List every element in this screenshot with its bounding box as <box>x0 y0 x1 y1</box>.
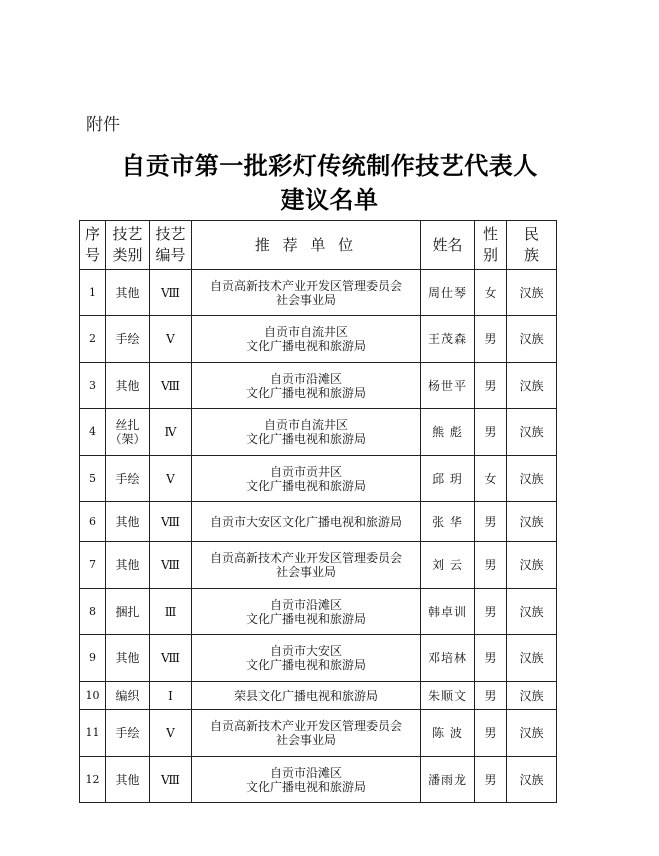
cell-category-line: 其他 <box>115 378 140 393</box>
cell-gender: 男 <box>475 682 507 710</box>
cell-code: Ⅷ <box>150 270 192 316</box>
header-seq <box>80 221 106 270</box>
cell-gender: 男 <box>475 316 507 363</box>
cell-recommending-unit-line: 文化广播电视和旅游局 <box>245 339 366 353</box>
cell-recommending-unit-line: 文化广播电视和旅游局 <box>245 658 366 672</box>
cell-recommending-unit-line: 社会事业局 <box>275 565 336 579</box>
header-ethnicity-line-1: 民 <box>523 225 539 243</box>
cell-ethnicity: 汉族 <box>507 270 557 316</box>
cell-code: Ⅴ <box>150 456 192 502</box>
cell-seq: 5 <box>80 456 106 502</box>
cell-category-line: （架） <box>109 432 146 446</box>
cell-ethnicity: 汉族 <box>507 635 557 682</box>
cell-recommending-unit-line: 自贡高新技术产业开发区管理委员会 <box>209 719 402 733</box>
header-seq-line-1: 序 <box>84 225 100 243</box>
header-code-line-2: 编号 <box>155 246 186 264</box>
cell-ethnicity: 汉族 <box>507 757 557 803</box>
cell-recommending-unit <box>192 589 421 635</box>
cell-code: Ⅳ <box>150 409 192 456</box>
header-category <box>106 221 150 270</box>
cell-recommending-unit-line: 自贡市沿滩区 <box>269 765 342 780</box>
header-recommending-unit: 推 荐 单 位 <box>192 221 421 270</box>
cell-ethnicity: 汉族 <box>507 456 557 502</box>
cell-seq: 2 <box>80 316 106 363</box>
table-row <box>80 456 557 502</box>
cell-name: 刘 云 <box>421 542 475 589</box>
table-row <box>80 409 557 456</box>
attachment-label: 附件 <box>86 115 120 135</box>
header-code <box>150 221 192 270</box>
cell-recommending-unit-line: 自贡市贡井区 <box>269 464 342 479</box>
cell-seq: 4 <box>80 409 106 456</box>
cell-recommending-unit <box>192 502 421 542</box>
cell-recommending-unit-line: 自贡市沿滩区 <box>269 371 342 386</box>
representative-list-table <box>79 220 557 803</box>
cell-name: 熊 彪 <box>421 409 475 456</box>
cell-recommending-unit <box>192 409 421 456</box>
table-row <box>80 270 557 316</box>
cell-recommending-unit-line: 自贡高新技术产业开发区管理委员会 <box>209 551 402 565</box>
cell-recommending-unit <box>192 682 421 710</box>
cell-name: 陈 波 <box>421 710 475 757</box>
cell-recommending-unit-line: 自贡高新技术产业开发区管理委员会 <box>209 278 402 293</box>
cell-recommending-unit-line: 自贡市自流井区 <box>263 418 348 432</box>
cell-name: 王茂森 <box>421 316 475 363</box>
cell-gender: 男 <box>475 409 507 456</box>
table-row <box>80 363 557 409</box>
cell-category-line: 其他 <box>115 772 140 787</box>
cell-seq: 9 <box>80 635 106 682</box>
table-row <box>80 635 557 682</box>
cell-recommending-unit <box>192 635 421 682</box>
cell-category <box>106 456 150 502</box>
cell-gender: 男 <box>475 757 507 803</box>
cell-name: 张 华 <box>421 502 475 542</box>
cell-ethnicity: 汉族 <box>507 316 557 363</box>
cell-recommending-unit-line: 自贡市大安区 <box>269 644 342 658</box>
cell-code: Ⅴ <box>150 710 192 757</box>
cell-category-line: 编织 <box>115 688 140 703</box>
table-row <box>80 502 557 542</box>
cell-name: 邓培林 <box>421 635 475 682</box>
cell-seq: 1 <box>80 270 106 316</box>
cell-seq: 8 <box>80 589 106 635</box>
table-row <box>80 542 557 589</box>
cell-category <box>106 710 150 757</box>
cell-seq: 6 <box>80 502 106 542</box>
cell-category <box>106 682 150 710</box>
cell-code: Ⅷ <box>150 635 192 682</box>
cell-category-line: 手绘 <box>115 471 140 486</box>
cell-ethnicity: 汉族 <box>507 502 557 542</box>
document-title-line-2: 建议名单 <box>280 186 379 214</box>
header-gender-line-1: 性 <box>482 225 498 243</box>
cell-seq: 7 <box>80 542 106 589</box>
cell-recommending-unit-line: 文化广播电视和旅游局 <box>245 385 366 400</box>
cell-category <box>106 409 150 456</box>
cell-category-line: 其他 <box>115 285 140 300</box>
cell-category <box>106 757 150 803</box>
header-category-line-2: 类别 <box>112 246 143 264</box>
cell-recommending-unit-line: 荣县文化广播电视和旅游局 <box>233 688 378 703</box>
cell-name: 邱 玥 <box>421 456 475 502</box>
cell-gender: 男 <box>475 589 507 635</box>
cell-recommending-unit-line: 社会事业局 <box>275 292 336 307</box>
cell-name: 朱顺文 <box>421 682 475 710</box>
cell-category-line: 丝扎 <box>115 418 140 432</box>
cell-recommending-unit <box>192 757 421 803</box>
table-row <box>80 682 557 710</box>
cell-recommending-unit-line: 自贡市自流井区 <box>263 325 348 339</box>
document-title-line-1: 自贡市第一批彩灯传统制作技艺代表人 <box>121 152 538 180</box>
cell-ethnicity: 汉族 <box>507 363 557 409</box>
header-seq-line-2: 号 <box>84 246 100 264</box>
cell-recommending-unit <box>192 363 421 409</box>
cell-recommending-unit <box>192 710 421 757</box>
cell-seq: 3 <box>80 363 106 409</box>
cell-ethnicity: 汉族 <box>507 682 557 710</box>
cell-code: Ⅰ <box>150 682 192 710</box>
cell-ethnicity: 汉族 <box>507 542 557 589</box>
cell-gender: 女 <box>475 456 507 502</box>
table-row <box>80 757 557 803</box>
cell-seq: 12 <box>80 757 106 803</box>
header-code-line-1: 技艺 <box>155 225 186 243</box>
cell-gender: 男 <box>475 635 507 682</box>
cell-code: Ⅷ <box>150 363 192 409</box>
cell-code: Ⅷ <box>150 542 192 589</box>
cell-recommending-unit <box>192 542 421 589</box>
header-ethnicity <box>507 221 557 270</box>
cell-seq: 10 <box>80 682 106 710</box>
cell-code: Ⅷ <box>150 502 192 542</box>
header-ethnicity-line-2: 族 <box>523 246 539 264</box>
header-name: 姓名 <box>421 221 475 270</box>
cell-recommending-unit <box>192 270 421 316</box>
cell-category <box>106 363 150 409</box>
cell-code: Ⅴ <box>150 316 192 363</box>
cell-gender: 男 <box>475 363 507 409</box>
cell-code: Ⅲ <box>150 589 192 635</box>
cell-recommending-unit-line: 文化广播电视和旅游局 <box>245 611 366 626</box>
header-category-line-1: 技艺 <box>112 225 143 243</box>
table-header-row <box>80 221 557 270</box>
cell-category-line: 其他 <box>115 558 140 572</box>
cell-ethnicity: 汉族 <box>507 710 557 757</box>
cell-name: 潘雨龙 <box>421 757 475 803</box>
table-row <box>80 710 557 757</box>
cell-category <box>106 635 150 682</box>
cell-recommending-unit <box>192 456 421 502</box>
cell-recommending-unit-line: 自贡市沿滩区 <box>269 597 342 612</box>
cell-category <box>106 270 150 316</box>
cell-category <box>106 316 150 363</box>
cell-recommending-unit-line: 文化广播电视和旅游局 <box>245 779 366 794</box>
cell-category-line: 其他 <box>115 651 140 665</box>
cell-recommending-unit <box>192 316 421 363</box>
cell-category <box>106 502 150 542</box>
cell-category <box>106 542 150 589</box>
cell-category <box>106 589 150 635</box>
cell-category-line: 捆扎 <box>115 604 140 619</box>
cell-gender: 男 <box>475 542 507 589</box>
cell-category-line: 其他 <box>115 514 140 529</box>
cell-ethnicity: 汉族 <box>507 589 557 635</box>
cell-recommending-unit-line: 文化广播电视和旅游局 <box>245 478 366 493</box>
table-row <box>80 316 557 363</box>
cell-recommending-unit-line: 文化广播电视和旅游局 <box>245 432 366 446</box>
cell-name: 周仕琴 <box>421 270 475 316</box>
cell-category-line: 手绘 <box>115 332 140 346</box>
cell-name: 韩卓训 <box>421 589 475 635</box>
cell-code: Ⅷ <box>150 757 192 803</box>
table-row <box>80 589 557 635</box>
cell-ethnicity: 汉族 <box>507 409 557 456</box>
header-gender-line-2: 别 <box>482 246 498 264</box>
cell-recommending-unit-line: 自贡市大安区文化广播电视和旅游局 <box>209 514 402 529</box>
cell-gender: 女 <box>475 270 507 316</box>
cell-gender: 男 <box>475 710 507 757</box>
header-gender <box>475 221 507 270</box>
cell-seq: 11 <box>80 710 106 757</box>
cell-gender: 男 <box>475 502 507 542</box>
cell-category-line: 手绘 <box>115 726 140 740</box>
cell-name: 杨世平 <box>421 363 475 409</box>
cell-recommending-unit-line: 社会事业局 <box>275 733 336 747</box>
